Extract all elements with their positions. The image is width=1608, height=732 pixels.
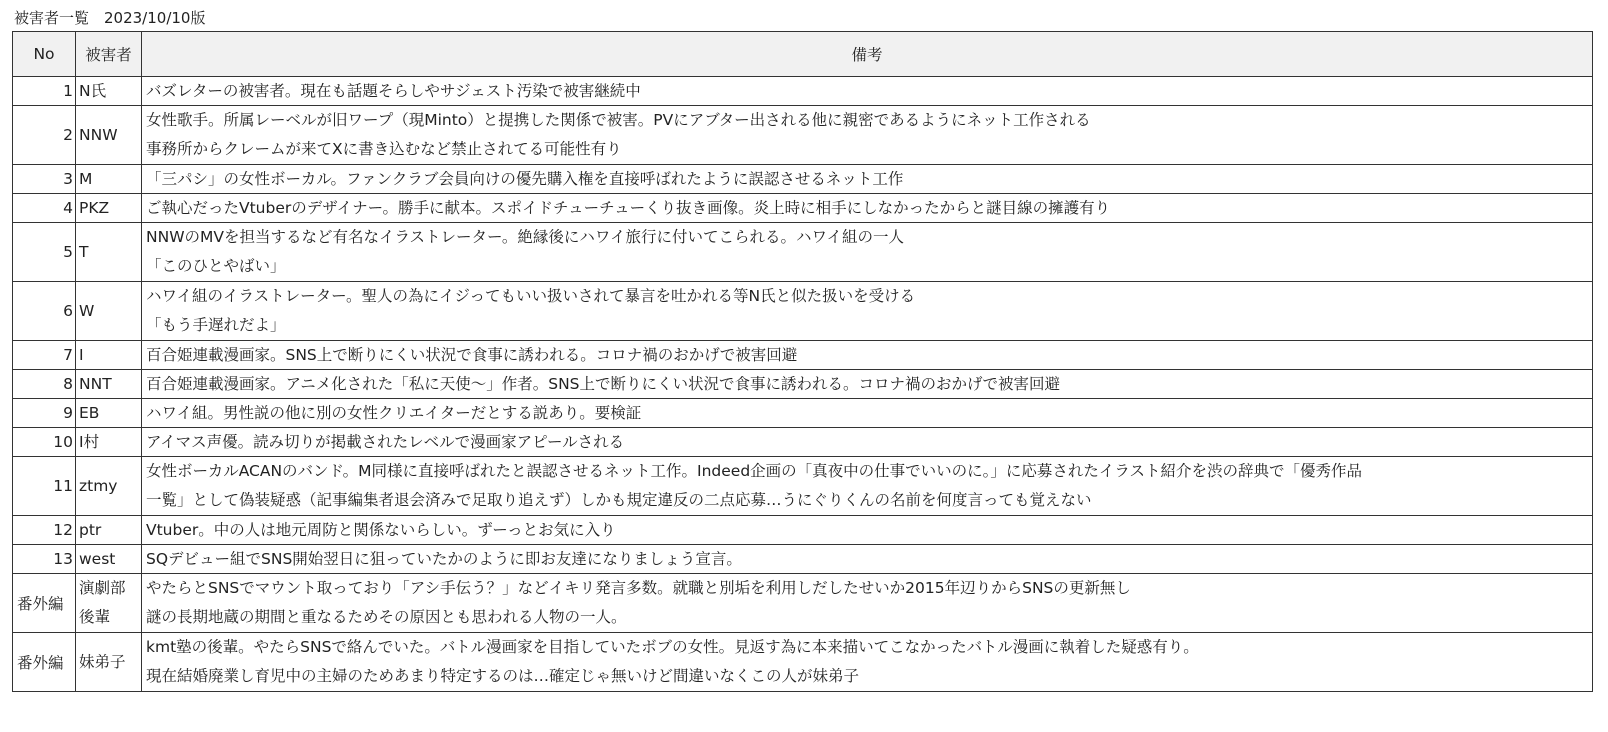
remarks-line: 現在結婚廃業し育児中の主婦のためあまり特定するのは…確定じゃ無いけど間違いなくこの人が妹弟子 [146, 667, 860, 685]
remarks-cell[interactable] [142, 545, 1593, 574]
remarks-line: Vtuber。中の人は地元周防と関係ないらしい。ずーっとお気に入り [146, 521, 616, 539]
remarks-line: 女性歌手。所属レーベルが旧ワープ（現Minto）と提携した関係で被害。PVにアブター出される他に親密であるようにネット工作される [146, 111, 1091, 129]
victim-name-cell[interactable] [76, 574, 142, 633]
remarks-cell[interactable] [142, 194, 1593, 223]
victim-name-cell[interactable] [76, 428, 142, 457]
remarks-line: 百合姫連載漫画家。SNS上で断りにくい状況で食事に誘われる。コロナ禍のおかげで被害回避 [146, 346, 798, 364]
table-row [13, 194, 1593, 223]
victim-name-line: west [79, 550, 116, 568]
row-number-cell[interactable]: 5 [13, 223, 76, 282]
header-row [13, 32, 1593, 77]
row-number-cell[interactable]: 6 [13, 282, 76, 341]
victim-name-cell[interactable] [76, 516, 142, 545]
row-number-cell[interactable]: 3 [13, 165, 76, 194]
victim-name-line: W [79, 302, 95, 320]
table-row [13, 370, 1593, 399]
victim-name-cell[interactable] [76, 165, 142, 194]
victim-name-line: 妹弟子 [79, 653, 126, 671]
row-number-cell[interactable]: 9 [13, 399, 76, 428]
victim-name-line: M [79, 170, 93, 188]
remarks-line: 「もう手遅れだよ」 [146, 316, 286, 334]
remarks-line: 謎の長期地蔵の期間と重なるためその原因とも思われる人物の一人。 [146, 608, 627, 626]
victim-name-line: NNT [79, 375, 112, 393]
table-row [13, 545, 1593, 574]
row-number-cell[interactable]: 13 [13, 545, 76, 574]
table-row [13, 341, 1593, 370]
table-row [13, 223, 1593, 282]
remarks-line: 事務所からクレームが来てXに書き込むなど禁止されてる可能性有り [146, 140, 622, 158]
row-number-cell[interactable]: 番外編 [13, 574, 76, 633]
table-row [13, 282, 1593, 341]
remarks-line: ハワイ組のイラストレーター。聖人の為にイジってもいい扱いされて暴言を吐かれる等N氏と似た扱いを受ける [146, 287, 916, 305]
victim-name-line: N氏 [79, 82, 107, 100]
table-body [13, 77, 1593, 692]
row-number-cell[interactable]: 8 [13, 370, 76, 399]
table-row [13, 574, 1593, 633]
remarks-cell[interactable] [142, 282, 1593, 341]
row-number-cell[interactable]: 2 [13, 106, 76, 165]
remarks-line: 一覧」として偽装疑惑（記事編集者退会済みで足取り追えず）しかも規定違反の二点応募…うにぐりくんの名前を何度言っても覚えない [146, 491, 1092, 509]
remarks-cell[interactable] [142, 370, 1593, 399]
remarks-line: 「このひとやばい」 [146, 257, 286, 275]
victim-name-cell[interactable] [76, 457, 142, 516]
remarks-cell[interactable] [142, 428, 1593, 457]
victim-name-line: 後輩 [79, 608, 111, 626]
sheet-title: 被害者一覧 2023/10/10版 [14, 9, 206, 27]
victim-name-cell[interactable] [76, 223, 142, 282]
remarks-line: やたらとSNSでマウント取っており「アシ手伝う？」などイキリ発言多数。就職と別垢を利用しだしたせいか2015年辺りからSNSの更新無し [146, 579, 1131, 597]
table-row [13, 106, 1593, 165]
remarks-cell[interactable] [142, 223, 1593, 282]
victim-name-cell[interactable] [76, 370, 142, 399]
remarks-cell[interactable] [142, 633, 1593, 692]
row-number-cell[interactable]: 7 [13, 341, 76, 370]
remarks-line: NNWのMVを担当するなど有名なイラストレーター。絶縁後にハワイ旅行に付いてこられる。ハワイ組の一人 [146, 228, 904, 246]
table-row [13, 516, 1593, 545]
victim-name-cell[interactable] [76, 194, 142, 223]
remarks-cell[interactable] [142, 341, 1593, 370]
victim-name-line: T [79, 243, 89, 261]
remarks-cell[interactable] [142, 399, 1593, 428]
remarks-line: 百合姫連載漫画家。アニメ化された「私に天使～」作者。SNS上で断りにくい状況で食事に誘われる。コロナ禍のおかげで被害回避 [146, 375, 1061, 393]
victim-name-cell[interactable] [76, 341, 142, 370]
victim-name-cell[interactable] [76, 399, 142, 428]
victim-name-cell[interactable] [76, 545, 142, 574]
remarks-cell[interactable] [142, 106, 1593, 165]
remarks-line: ハワイ組。男性説の他に別の女性クリエイターだとする説あり。要検証 [146, 404, 642, 422]
remarks-cell[interactable] [142, 516, 1593, 545]
header-victim[interactable]: 被害者 [76, 32, 142, 77]
victim-table [12, 31, 1593, 692]
remarks-cell[interactable] [142, 77, 1593, 106]
remarks-cell[interactable] [142, 165, 1593, 194]
victim-name-cell[interactable] [76, 106, 142, 165]
victim-name-cell[interactable] [76, 633, 142, 692]
victim-name-cell[interactable] [76, 77, 142, 106]
victim-name-line: EB [79, 404, 100, 422]
table-row [13, 457, 1593, 516]
victim-name-line: NNW [79, 126, 118, 144]
remarks-cell[interactable] [142, 457, 1593, 516]
header-no[interactable]: No [13, 32, 76, 77]
remarks-line: アイマス声優。読み切りが掲載されたレベルで漫画家アピールされる [146, 433, 625, 451]
table-row [13, 428, 1593, 457]
remarks-line: バズレターの被害者。現在も話題そらしやサジェスト汚染で被害継続中 [146, 82, 641, 100]
row-number-cell[interactable]: 11 [13, 457, 76, 516]
remarks-cell[interactable] [142, 574, 1593, 633]
victim-name-line: I村 [79, 433, 100, 451]
victim-name-line: 演劇部 [79, 579, 126, 597]
table-row [13, 77, 1593, 106]
victim-name-line: ztmy [79, 477, 118, 495]
row-number-cell[interactable]: 1 [13, 77, 76, 106]
remarks-line: 女性ボーカルACANのバンド。M同様に直接呼ばれたと誤認させるネット工作。Indeed企画の「真夜中の仕事でいいのに。」に応募されたイラスト紹介を渋の辞典で「優秀作品 [146, 462, 1362, 480]
remarks-line: kmt塾の後輩。やたらSNSで絡んでいた。バトル漫画家を目指していたボブの女性。見返す為に本来描いてこなかったバトル漫画に執着した疑惑有り。 [146, 638, 1199, 656]
row-number-cell[interactable]: 番外編 [13, 633, 76, 692]
victim-name-line: PKZ [79, 199, 110, 217]
table-row [13, 399, 1593, 428]
remarks-line: SQデビュー組でSNS開始翌日に狙っていたかのように即お友達になりましょう宣言。 [146, 550, 742, 568]
victim-name-line: I [79, 346, 84, 364]
victim-name-line: ptr [79, 521, 102, 539]
row-number-cell[interactable]: 10 [13, 428, 76, 457]
victim-name-cell[interactable] [76, 282, 142, 341]
remarks-line: 「三パシ」の女性ボーカル。ファンクラブ会員向けの優先購入権を直接呼ばれたように誤認させるネット工作 [146, 170, 904, 188]
header-remarks[interactable]: 備考 [142, 32, 1593, 77]
row-number-cell[interactable]: 4 [13, 194, 76, 223]
table-row [13, 165, 1593, 194]
remarks-line: ご執心だったVtuberのデザイナー。勝手に献本。スポイドチューチューくり抜き画像。炎上時に相手にしなかったからと謎目線の擁護有り [146, 199, 1111, 217]
table-row [13, 633, 1593, 692]
row-number-cell[interactable]: 12 [13, 516, 76, 545]
